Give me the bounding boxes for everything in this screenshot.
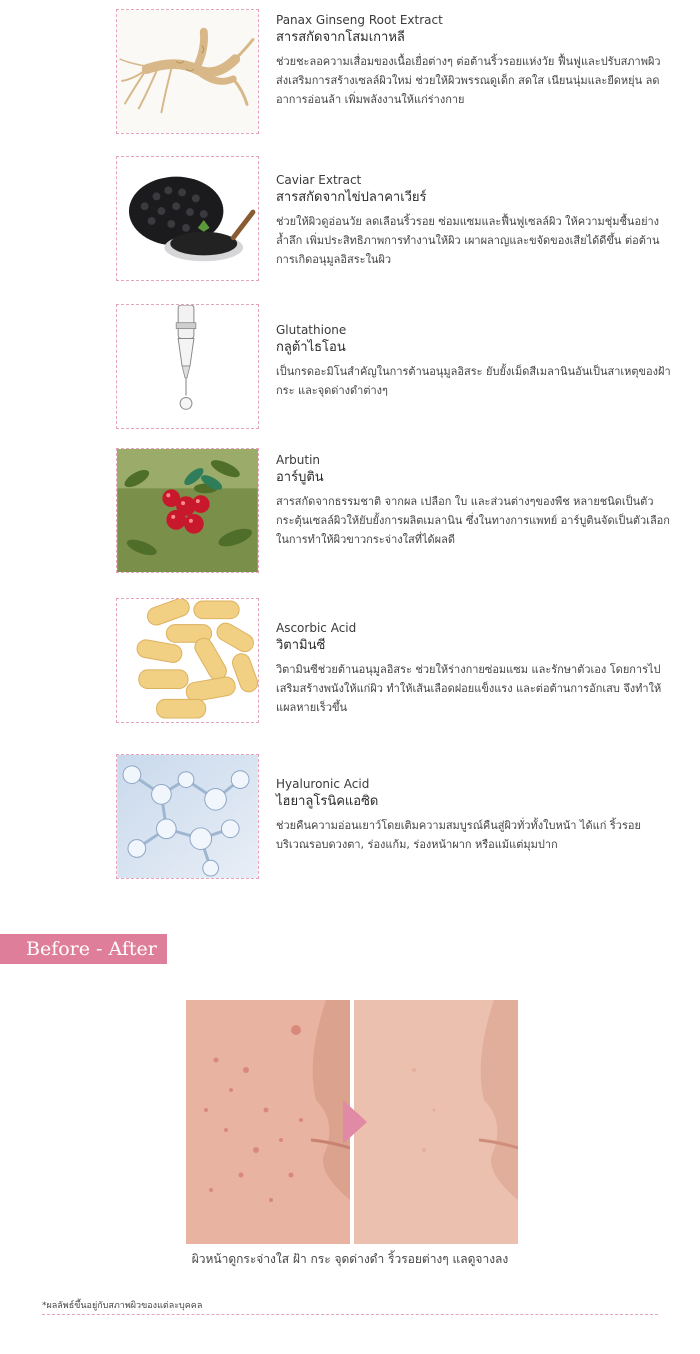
ingredient-description: เป็นกรดอะมิโนสำคัญในการต้านอนุมูลอิสระ ยับยั้งเม็ดสีเมลานินอันเป็นสาเหตุของฝ้า กระ และจุดด่างดำต่างๆ [276,365,671,397]
vitamin-tablets-image [116,598,259,723]
molecules-image [116,754,259,879]
ingredient-description: สารสกัดจากธรรมชาติ จากผล เปลือก ใบ และส่วนต่างๆของพืช หลายชนิดเป็นตัวกระตุ้นเซลล์ผิวให้ยับยั้งการผลิตเมลานิน ซึ่งในทางการแพทย์ อาร์บูตินจัดเป็นตัวเลือกในการทำให้ผิวขาวกระจ่างใสที่ได้ผลดี [276,495,670,546]
ginseng-root-image [116,9,259,134]
arrow-right-icon [343,1100,367,1144]
ingredient-name-en: Ascorbic Acid [276,621,357,635]
before-photo [186,1000,350,1244]
ingredient-description: ช่วยคืนความอ่อนเยาว์โดยเติมความสมบูรณ์คืนสู่ผิวทั่วทั้งใบหน้า ได้แก่ ริ้วรอยบริเวณรอบดวงตา, ร่องแก้ม, ร่องหน้าผาก หรือแม้แต่มุมปาก [276,819,641,851]
dropper-image [116,304,259,429]
ingredient-name-en: Glutathione [276,323,347,337]
ingredient-name-th: วิตามินซี [276,638,326,653]
ingredient-description: วิตามินซีช่วยต้านอนุมูลอิสระ ช่วยให้ร่างกายซ่อมแซม และรักษาตัวเอง โดยการไปเสริมสร้างพนังให้แก่ผิว ทำให้เส้นเลือดฝอยแข็งแรง และต่อต้านการอักเสบ จึงทำให้แผลหายเร็วขึ้น [276,663,662,714]
ingredient-name-en: Hyaluronic Acid [276,777,370,791]
after-photo [354,1000,518,1244]
ingredient-name-en: Panax Ginseng Root Extract [276,13,443,27]
ingredient-name-th: ไฮยาลูโรนิคแอซิด [276,794,379,809]
ingredient-name-th: สารสกัดจากไข่ปลาคาเวียร์ [276,190,427,205]
ingredient-name-th: อาร์บูติน [276,470,324,485]
berries-image [116,448,259,573]
ingredient-name-en: Caviar Extract [276,173,362,187]
ingredient-description: ช่วยชะลอความเสื่อมของเนื้อเยื่อต่างๆ ต่อต้านริ้วรอยแห่งวัย ฟื้นฟูและปรับสภาพผิว ส่งเสริมการสร้างเซลล์ผิวใหม่ ช่วยให้ผิวพรรณดูเด็ก สดใส เนียนนุ่มและยืดหยุ่น ลดอาการอ่อนล้า เพิ่มพลังงานให้แก่ร่างกาย [276,55,661,106]
caviar-image [116,156,259,281]
ingredient-name-th: กลูต้าไธโอน [276,340,346,355]
footnote: *ผลลัพธ์ขึ้นอยู่กับสภาพผิวของแต่ละบุคคล [42,1301,203,1311]
ingredient-description: ช่วยให้ผิวดูอ่อนวัย ลดเลือนริ้วรอย ซ่อมแซมและฟื้นฟูเซลล์ผิว ให้ความชุ่มชื้นอย่างล้ำลึก เพิ่มประสิทธิภาพการทำงานให้ผิว เผาผลาญและขจัดของเสียได้ดีขึ้น ต่อต้านการเกิดอนุมูลอิสระในผิว [276,215,660,266]
divider [42,1314,658,1315]
before-after-caption: ผิวหน้าดูกระจ่างใส ฝ้า กระ จุดด่างดำ ริ้วรอยต่างๆ แลดูจางลง [191,1252,509,1266]
ingredient-name-en: Arbutin [276,453,321,467]
ingredient-name-th: สารสกัดจากโสมเกาหลี [276,30,405,45]
before-after-comparison [186,1000,518,1244]
before-after-heading: Before - After [0,934,167,964]
